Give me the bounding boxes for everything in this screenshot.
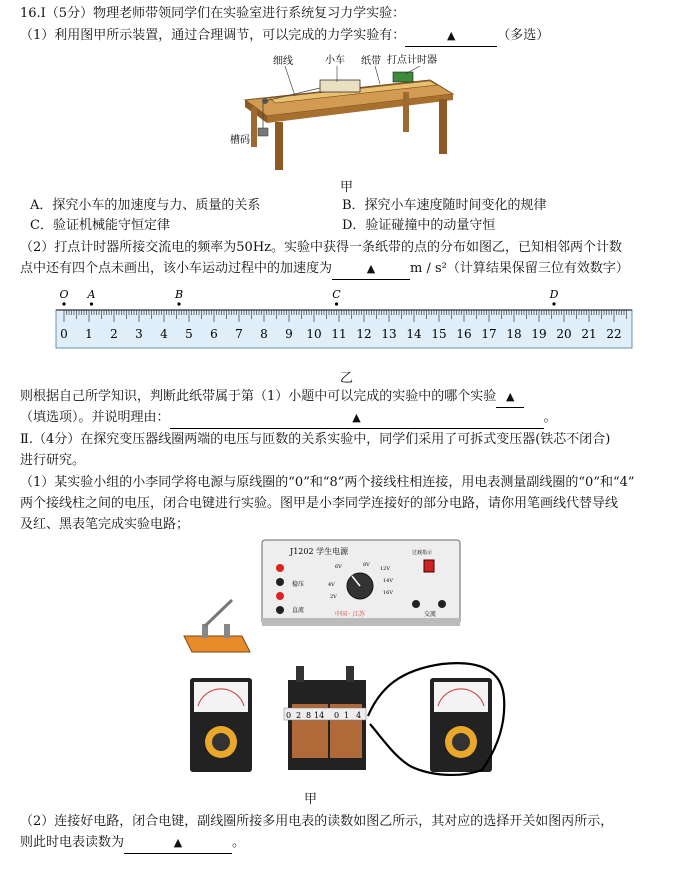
svg-text:14V: 14V [383,578,393,584]
transformer-circuit-figure [180,538,520,778]
answer-blank-16-2[interactable] [332,259,410,280]
detachable-transformer [284,666,366,770]
option-d[interactable]: D．验证碰撞中的动量守恒 [342,218,496,233]
q16-2-unit: m / s²（计算结果保留三位有效数字） [410,261,629,276]
tape-point-label: D [549,288,559,301]
question-ii-1-line2: 两个接线柱之间的电压，闭合电键进行实验。图甲是小李同学连接好的部分电路，请你用笔画线代替导线 [20,496,619,511]
svg-text:6V: 6V [335,564,342,570]
coil-label-4: 4 [356,711,362,720]
ruler-number: 1 [85,327,93,341]
blank-mark: ▲ [447,29,456,42]
ruler-number: 5 [185,327,193,341]
terminal-black-1[interactable] [276,578,284,586]
power-switch[interactable] [424,560,434,572]
blank-mark: ▲ [173,836,183,849]
period: 。 [543,410,557,425]
terminal-red-2[interactable] [276,592,284,600]
ruler-number: 15 [431,327,447,341]
terminal-ac-2[interactable] [438,600,446,608]
blank-mark: ▲ [366,262,376,275]
label-timer: 打点计时器 [387,55,437,66]
tape-point-label: A [87,288,96,301]
multimeter-left [190,678,252,772]
ruler-number: 8 [260,327,268,341]
multimeter-right [430,678,492,772]
q16-2-prefix: 点中还有四个点未画出，该小车运动过程中的加速度为 [20,261,333,276]
tape-point-label: C [332,288,341,301]
svg-text:12V: 12V [380,566,390,572]
terminal-ac-1[interactable] [412,600,420,608]
question-ii-1-line1: （1）某实验小组的小李同学将电源与原线圈的“0”和“8”两个接线柱相连接，用电表测量副线圈的“0”和“4” [20,475,635,490]
svg-text:8V: 8V [363,562,370,568]
answer-blank-ii-2[interactable] [124,833,232,854]
option-c[interactable]: C．验证机械能守恒定律 [30,218,170,233]
tape-point-c [335,302,338,305]
figure-3-caption: 甲 [304,792,318,807]
ruler-number: 2 [110,327,118,341]
label-overload: 过载指示 [412,550,433,556]
q16-1-suffix: （多选） [497,28,550,43]
option-b[interactable]: B．探究小车速度随时间变化的规律 [342,198,547,213]
svg-text:2V: 2V [330,594,337,600]
question-16-2-line1: （2）打点计时器所接交流电的频率为50Hz。实验中获得一条纸带的点的分布如图乙，已知相邻两个计数 [20,240,622,255]
terminal-black-2[interactable] [276,606,284,614]
coil-label-2: 2 [296,711,302,720]
terminal-red-1[interactable] [276,564,284,572]
ruler-number: 22 [606,327,622,341]
ruler-number: 18 [506,327,522,341]
question-ii-2-line1: （2）连接好电路，闭合电键，副线圈所接多用电表的读数如图乙所示，其对应的选择开关如图丙所示， [20,814,614,829]
tape-point-b [177,302,180,305]
question-16-1-text [20,26,549,47]
ruler-number: 19 [531,327,547,341]
student-power-supply [262,540,460,626]
question-ii-2-line2 [20,833,245,854]
label-dc: 直流 [292,607,305,614]
ruler-number: 4 [160,327,168,341]
question-16-3-line1 [20,387,524,408]
cart-table-figure [225,52,465,174]
ruler-number: 9 [285,327,293,341]
label-cart: 小车 [325,55,345,66]
q16-3-prefix: 则根据自己所学知识，判断此纸带属于第（1）小题中可以完成的实验中的哪个实验 [20,389,497,404]
ruler-number: 12 [356,327,372,341]
tape-point-label: B [174,288,184,301]
question-ii-header-line2: 进行研究。 [20,453,86,468]
ruler-number: 20 [556,327,572,341]
q16-3-line2-prefix: （填选项）。并说明理由： [20,410,170,425]
blank-mark: ▲ [352,411,361,424]
figure-2-caption: 乙 [340,371,354,386]
blank-mark: ▲ [506,390,515,403]
ruler-number: 6 [210,327,218,341]
label-regulated: 稳压 [292,581,305,588]
coil-label-0b: 0 [334,711,340,720]
q2-2-prefix: 则此时电表读数为 [20,835,125,850]
ruler-number: 3 [135,327,143,341]
ruler-number: 0 [60,327,68,341]
tape-point-d [552,302,555,305]
knife-switch[interactable] [184,600,250,652]
answer-blank-16-3a[interactable] [496,387,524,408]
ruler-number: 21 [581,327,597,341]
ruler-number: 17 [481,327,497,341]
end-period: 。 [232,835,246,850]
coil-label-1: 1 [344,711,350,720]
svg-text:16V: 16V [383,590,393,596]
power-supply-model: J1202 学生电源 [290,547,349,556]
label-tape: 纸带 [361,56,381,67]
ruler-number: 11 [331,327,347,341]
coil-label-0: 0 [286,711,292,720]
tape-point-a [90,302,93,305]
coil-label-8: 8 [306,711,312,720]
answer-blank-16-3b[interactable] [170,408,544,429]
ruler-tape-figure [52,286,636,356]
option-a[interactable]: A．探究小车的加速度与力、质量的关系 [30,198,261,213]
tape-point-o [62,302,65,305]
q16-1-prefix: （1）利用图甲所示装置，通过合理调节，可以完成的力学实验有： [20,28,406,43]
coil-label-14: 14 [314,711,325,720]
question-ii-header-line1: Ⅱ.（4分）在探究变压器线圈两端的电压与匝数的关系实验中，同学们采用了可拆式变压器(铁芯不闭合) [20,432,611,447]
question-16-3-line2 [20,408,557,429]
label-weight: 槽码 [230,135,250,146]
label-ac: 交流 [424,611,437,618]
ruler-number: 13 [381,327,397,341]
label-thread: 细线 [273,56,293,67]
answer-blank-16-1[interactable] [405,26,497,47]
figure-1-caption: 甲 [340,180,354,195]
ruler-number: 16 [456,327,472,341]
question-16-header: 16.Ⅰ（5分）物理老师带领同学们在实验室进行系统复习力学实验： [20,6,406,21]
power-supply-made: 中国 · 江苏 [335,611,365,618]
question-ii-1-line3: 及红、黑表笔完成实验电路； [20,517,190,532]
ruler-number: 10 [306,327,322,341]
ruler-number: 14 [406,327,422,341]
svg-text:4V: 4V [328,582,335,588]
ruler-number: 7 [235,327,243,341]
question-16-2-line2 [20,259,629,280]
tape-point-label: O [59,288,69,301]
